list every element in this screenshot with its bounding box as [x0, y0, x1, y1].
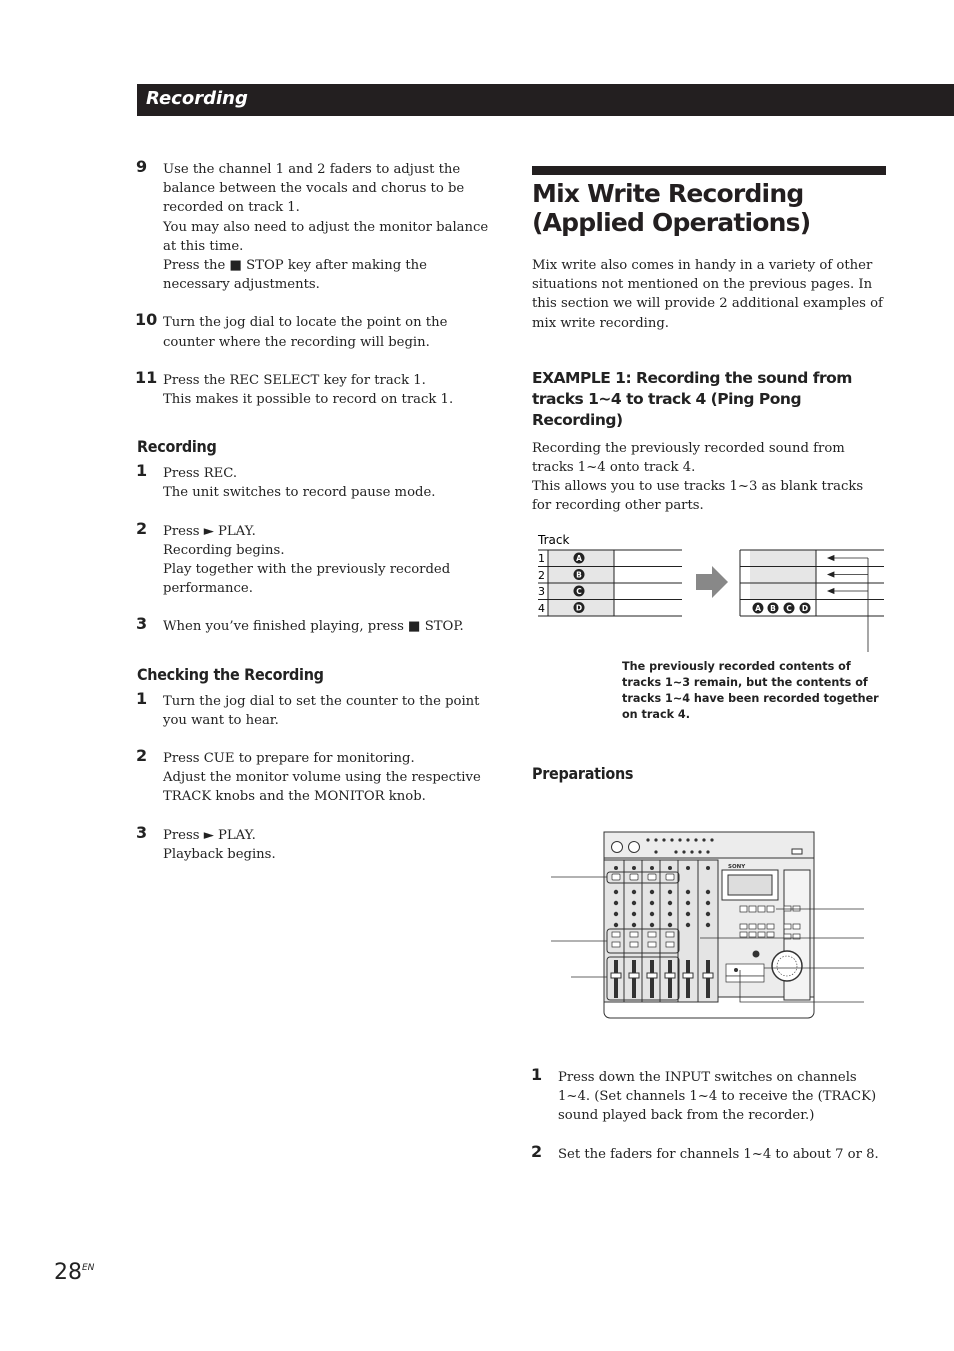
- source-c-icon: C: [786, 604, 792, 613]
- step-text: This makes it possible to record on track 1.: [163, 392, 454, 408]
- step-11: [135, 367, 497, 409]
- recording-heading: Recording: [137, 437, 217, 457]
- step-text: Recording begins.: [163, 542, 285, 558]
- source-b-icon: B: [576, 570, 582, 580]
- page-title: Mix Write Recording (Applied Operations): [532, 179, 811, 237]
- preparation-steps: [531, 1065, 886, 1183]
- source-d-icon: D: [801, 604, 809, 613]
- step-text: Press the REC SELECT key for track 1.: [163, 372, 426, 388]
- checking-step-3: [136, 822, 497, 864]
- track-number: 4: [538, 602, 545, 615]
- page-language-suffix: EN: [82, 1263, 95, 1273]
- source-a-icon: A: [755, 604, 761, 613]
- section-header-title: Recording: [146, 88, 248, 109]
- step-number: 11: [135, 367, 158, 387]
- prep-step-1: [531, 1065, 886, 1126]
- step-number: 2: [136, 518, 148, 538]
- track-label: Track: [538, 533, 570, 547]
- callout-arrows: [828, 556, 868, 653]
- diagram-caption: The previously recorded contents of tracks 1~3 remain, but the contents of tracks 1~4 have been recorded together on track 4.: [622, 660, 879, 721]
- step-number: 10: [135, 310, 158, 330]
- step-number: 3: [136, 822, 148, 842]
- step-text: Playback begins.: [163, 846, 276, 862]
- track-number: 2: [538, 569, 545, 582]
- preparations-heading: Preparations: [532, 764, 634, 783]
- step-text: Press ► PLAY.: [163, 827, 256, 843]
- step-text: Press REC.: [163, 466, 238, 482]
- checking-heading: Checking the Recording: [137, 664, 324, 684]
- right-arrow-icon: [696, 566, 728, 598]
- jog-dial-icon: [772, 951, 802, 981]
- step-text: You may also need to adjust the monitor balance at this time.: [163, 219, 489, 254]
- left-column: [135, 157, 497, 883]
- prep-step-2: [531, 1141, 886, 1164]
- source-a-icon: A: [576, 554, 582, 563]
- step-text: Press ► PLAY.: [163, 523, 256, 539]
- recording-step-2: [136, 518, 497, 599]
- step-text: When you’ve finished playing, press ■ STOP.: [163, 619, 464, 635]
- page-number: [54, 1260, 94, 1285]
- step-text: Press CUE to prepare for monitoring.: [163, 751, 415, 767]
- device-brand: SONY: [728, 864, 746, 870]
- page-number-value: 28: [54, 1260, 82, 1285]
- step-text: Use the channel 1 and 2 faders to adjust the balance between the vocals and chorus to be recorded on track 1.: [163, 162, 465, 216]
- step-text: Turn the jog dial to locate the point on the counter where the recording will begin.: [163, 315, 448, 350]
- recording-step-3: [136, 614, 497, 636]
- source-d-icon: D: [575, 603, 583, 613]
- track-fill-right: [750, 550, 816, 600]
- channel-strips: [604, 860, 718, 1002]
- section-header-bar: [137, 84, 954, 116]
- source-c-icon: C: [576, 587, 582, 596]
- right-column: [532, 166, 886, 516]
- title-rule: [532, 166, 886, 175]
- step-text: Play together with the previously recorded performance.: [163, 562, 451, 597]
- example-text: Recording the previously recorded sound from tracks 1~4 onto track 4.: [532, 440, 845, 476]
- step-number: 2: [136, 746, 148, 766]
- step-text: The unit switches to record pause mode.: [163, 485, 436, 501]
- step-9: [136, 157, 497, 294]
- step-text: Press the ■ STOP key after making the necessary adjustments.: [163, 258, 427, 293]
- step-text: Set the faders for channels 1~4 to about 7 or 8.: [558, 1146, 879, 1162]
- source-b-icon: B: [770, 604, 776, 613]
- step-number: 3: [136, 614, 148, 634]
- example-heading: EXAMPLE 1: Recording the sound from tracks 1~4 to track 4 (Ping Pong Recording): [532, 368, 852, 429]
- checking-step-1: [136, 688, 497, 730]
- step-number: 9: [136, 157, 148, 176]
- example-text: This allows you to use tracks 1~3 as blank tracks for recording other parts.: [532, 479, 864, 514]
- ping-pong-diagram: [532, 530, 892, 655]
- step-text: Turn the jog dial to set the counter to the point you want to hear.: [163, 693, 480, 728]
- step-text: Adjust the monitor volume using the respective TRACK knobs and the MONITOR knob.: [163, 770, 481, 805]
- step-10: [135, 310, 497, 351]
- recording-step-1: [136, 461, 497, 502]
- mixer-recorder-illustration: [548, 830, 870, 1020]
- checking-step-2: [136, 746, 497, 807]
- track-number: 3: [538, 585, 545, 598]
- step-number: 1: [136, 461, 148, 481]
- step-text: Press down the INPUT switches on channels 1~4. (Set channels 1~4 to receive the (TRACK) sound played back from the recorder.): [558, 1070, 877, 1124]
- step-number: 1: [531, 1065, 543, 1084]
- intro-paragraph: Mix write also comes in handy in a variety of other situations not mentioned on the previous pages. In this section we will provide 2 additional examples of mix write recording.: [532, 258, 883, 331]
- step-number: 2: [531, 1141, 543, 1161]
- track-number: 1: [538, 552, 545, 565]
- step-number: 1: [136, 688, 148, 708]
